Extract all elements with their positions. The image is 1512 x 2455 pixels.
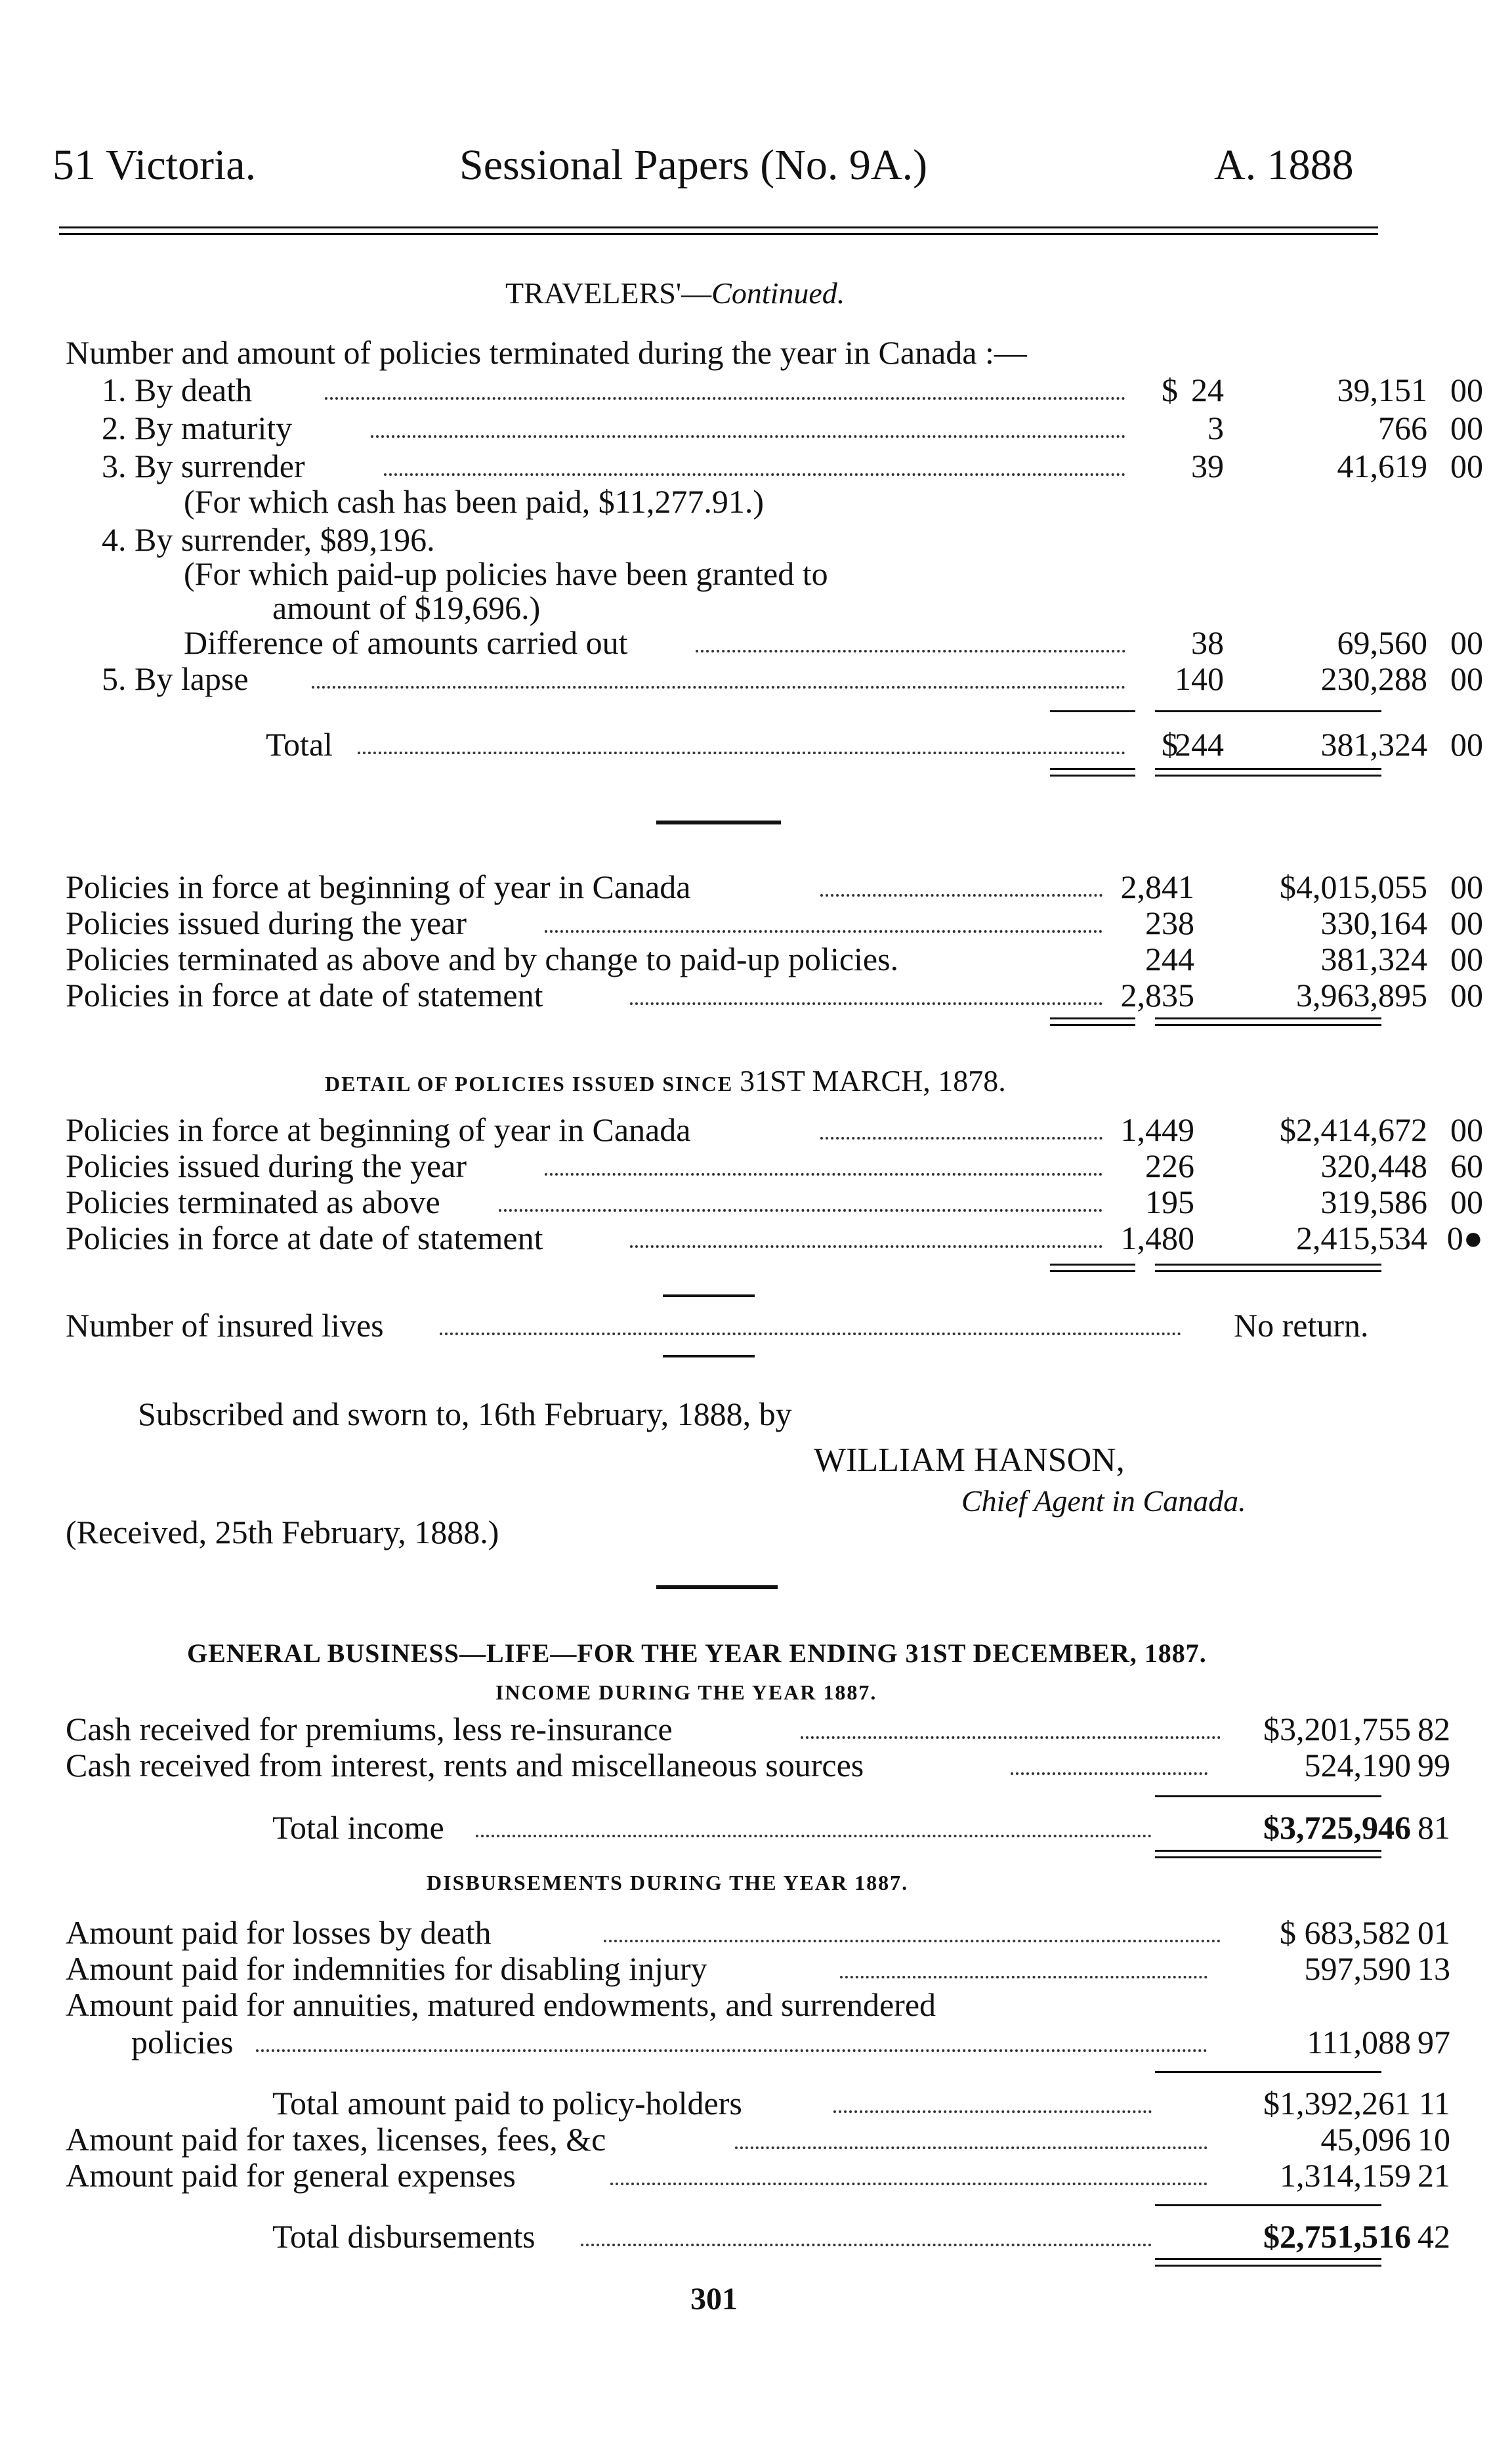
paid-holders-row: Total amount paid to policy-holders $1,392,261 11 xyxy=(272,2085,1450,2122)
table-row: Cash received for premiums, less re-insurance $3,201,755 82 xyxy=(66,1711,1450,1747)
note-cash-paid: (For which cash has been paid, $11,277.91.) xyxy=(184,483,765,520)
table-row: Cash received from interest, rents and miscellaneous sources 524,190 99 xyxy=(66,1747,1450,1783)
table-row: Policies issued during the year 238 330,164 00 xyxy=(66,905,1483,941)
table-row: Policies in force at beginning of year in Canada 1,449 $2,414,672 00 xyxy=(66,1111,1483,1148)
table-row: 5. By lapse 140 230,288 00 xyxy=(102,660,1483,697)
table-row: Policies terminated as above 195 319,586 00 xyxy=(66,1184,1483,1220)
table-row: Amount paid for taxes, licenses, fees, &c 45,096 10 xyxy=(66,2121,1450,2158)
received-date: (Received, 25th February, 1888.) xyxy=(66,1514,499,1550)
table-row: 1. By death 24 $ 39,151 00 xyxy=(102,372,1483,408)
table-row: Amount paid for indemnities for disabling injury 597,590 13 xyxy=(66,1950,1450,1987)
item-surrender: 4. By surrender, $89,196. xyxy=(102,521,435,558)
disbursements-heading: DISBURSEMENTS DURING THE YEAR 1887. xyxy=(427,1871,909,1894)
table-row: Policies in force at beginning of year in Canada 2,841 $4,015,055 00 xyxy=(66,868,1483,905)
table-row: 3. By surrender 39 41,619 00 xyxy=(102,448,1483,484)
total-income-row: Total income $3,725,946 81 xyxy=(272,1809,1450,1846)
general-business-heading: GENERAL BUSINESS—LIFE—FOR THE YEAR ENDING 31ST DECEMBER, 1887. xyxy=(187,1638,1207,1668)
annuities-line: Amount paid for annuities, matured endowments, and surrendered xyxy=(66,1986,936,2023)
insured-lives-row: Number of insured lives No return. xyxy=(66,1307,1369,1344)
header-title: Sessional Papers (No. 9A.) xyxy=(459,141,928,189)
signatory-name: WILLIAM HANSON, xyxy=(814,1441,1125,1479)
table-row: Policies in force at date of statement 1,480 2,415,534 0● xyxy=(66,1220,1483,1256)
table-row: Difference of amounts carried out 38 69,560 00 xyxy=(184,624,1483,661)
table-row: policies 111,088 97 xyxy=(131,2024,1450,2060)
header-session: 51 Victoria. xyxy=(52,141,257,189)
total-row: Total 244 $ 381,324 00 xyxy=(266,726,1483,763)
section-divider xyxy=(656,821,781,824)
note-paid-up: (For which paid-up policies have been granted to xyxy=(184,555,828,592)
terminated-heading: Number and amount of policies terminated during the year in Canada :— xyxy=(66,334,1027,371)
page-number: 301 xyxy=(690,2282,738,2316)
table-row: Policies in force at date of statement 2,835 3,963,895 00 xyxy=(66,977,1483,1014)
table-row: Amount paid for losses by death $ 683,582 01 xyxy=(66,1914,1450,1951)
table-row: Policies issued during the year 226 320,448 60 xyxy=(66,1147,1483,1184)
subscribed-line: Subscribed and sworn to, 16th February, 1888, by xyxy=(138,1396,792,1432)
section-divider xyxy=(656,1585,778,1589)
table-row: Policies terminated as above and by change to paid-up policies. 244 381,324 00 xyxy=(66,941,1483,977)
table-row: Amount paid for general expenses 1,314,159 21 xyxy=(66,2157,1450,2194)
income-heading: INCOME DURING THE YEAR 1887. xyxy=(495,1680,877,1704)
table-row: 2. By maturity 3 766 00 xyxy=(102,410,1483,446)
section-title: TRAVELERS'—Continued. xyxy=(505,276,845,310)
header-double-rule xyxy=(59,226,1378,235)
detail-heading: DETAIL OF POLICIES ISSUED SINCE 31ST MARCH, 1878. xyxy=(325,1064,1006,1098)
header-year: A. 1888 xyxy=(1214,141,1354,189)
total-disbursements-row: Total disbursements $2,751,516 42 xyxy=(272,2218,1450,2255)
signatory-title: Chief Agent in Canada. xyxy=(961,1484,1246,1518)
note-paid-up-amount: amount of $19,696.) xyxy=(272,589,541,626)
